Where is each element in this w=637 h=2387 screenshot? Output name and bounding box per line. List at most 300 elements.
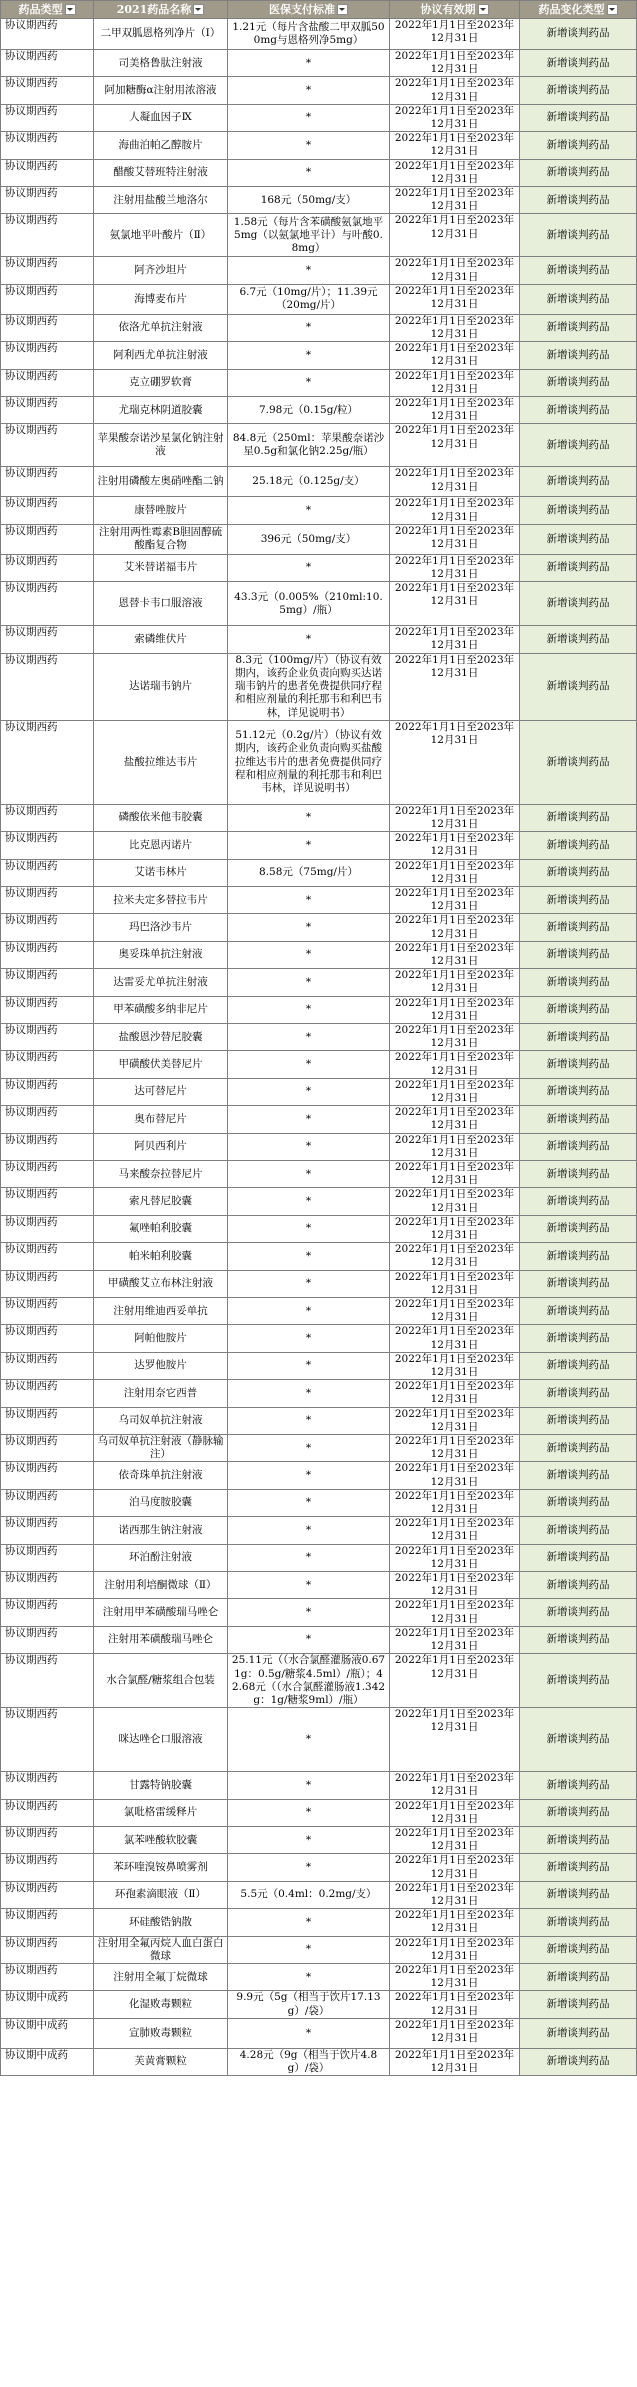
row-change-type[interactable]: 新增谈判药品 (520, 1654, 637, 1708)
row-validity-period[interactable]: 2022年1月1日至2023年12月31日 (390, 187, 520, 214)
row-category[interactable]: 协议期西药 (1, 1051, 94, 1078)
row-category[interactable]: 协议期西药 (1, 1708, 94, 1772)
row-change-type[interactable]: 新增谈判药品 (520, 1078, 637, 1105)
row-category[interactable]: 协议期西药 (1, 1489, 94, 1516)
row-category[interactable]: 协议期西药 (1, 1854, 94, 1881)
row-validity-period[interactable]: 2022年1月1日至2023年12月31日 (390, 1799, 520, 1826)
row-validity-period[interactable]: 2022年1月1日至2023年12月31日 (390, 1023, 520, 1050)
row-change-type[interactable]: 新增谈判药品 (520, 2048, 637, 2075)
row-change-type[interactable]: 新增谈判药品 (520, 1572, 637, 1599)
row-change-type[interactable]: 新增谈判药品 (520, 1489, 637, 1516)
row-validity-period[interactable]: 2022年1月1日至2023年12月31日 (390, 1881, 520, 1908)
row-category[interactable]: 协议期西药 (1, 859, 94, 886)
row-change-type[interactable]: 新增谈判药品 (520, 50, 637, 77)
row-payment-standard[interactable]: * (228, 1243, 390, 1270)
filter-dropdown-icon[interactable] (607, 4, 618, 15)
row-drug-name[interactable]: 氯苯唑酸软胶囊 (94, 1826, 228, 1853)
row-payment-standard[interactable]: * (228, 1936, 390, 1963)
row-drug-name[interactable]: 水合氯醛/糖浆组合包装 (94, 1654, 228, 1708)
row-drug-name[interactable]: 注射用两性霉素B胆固醇硫酸酯复合物 (94, 524, 228, 554)
row-validity-period[interactable]: 2022年1月1日至2023年12月31日 (390, 941, 520, 968)
row-drug-name[interactable]: 注射用维迪西妥单抗 (94, 1298, 228, 1325)
row-change-type[interactable]: 新增谈判药品 (520, 524, 637, 554)
row-drug-name[interactable]: 克立硼罗软膏 (94, 369, 228, 396)
row-payment-standard[interactable]: * (228, 314, 390, 341)
row-category[interactable]: 协议期西药 (1, 1023, 94, 1050)
row-validity-period[interactable]: 2022年1月1日至2023年12月31日 (390, 1963, 520, 1990)
row-drug-name[interactable]: 氯吡格雷缓释片 (94, 1799, 228, 1826)
row-change-type[interactable]: 新增谈判药品 (520, 284, 637, 314)
row-category[interactable]: 协议期西药 (1, 969, 94, 996)
row-change-type[interactable]: 新增谈判药品 (520, 1799, 637, 1826)
row-change-type[interactable]: 新增谈判药品 (520, 1243, 637, 1270)
row-validity-period[interactable]: 2022年1月1日至2023年12月31日 (390, 1599, 520, 1626)
row-payment-standard[interactable]: 9.9元（5g（相当于饮片17.13g）/袋） (228, 1991, 390, 2018)
row-validity-period[interactable]: 2022年1月1日至2023年12月31日 (390, 1435, 520, 1462)
row-payment-standard[interactable]: 396元（50mg/支） (228, 524, 390, 554)
row-payment-standard[interactable]: 168元（50mg/支） (228, 187, 390, 214)
row-drug-name[interactable]: 乌司奴单抗注射液 (94, 1407, 228, 1434)
row-category[interactable]: 协议期西药 (1, 653, 94, 720)
row-payment-standard[interactable]: * (228, 1435, 390, 1462)
row-payment-standard[interactable]: * (228, 497, 390, 524)
row-category[interactable]: 协议期西药 (1, 1352, 94, 1379)
row-drug-name[interactable]: 达可替尼片 (94, 1078, 228, 1105)
row-category[interactable]: 协议期西药 (1, 1599, 94, 1626)
row-category[interactable]: 协议期西药 (1, 1215, 94, 1242)
row-drug-name[interactable]: 恩替卡韦口服溶液 (94, 582, 228, 626)
row-change-type[interactable]: 新增谈判药品 (520, 132, 637, 159)
row-category[interactable]: 协议期西药 (1, 914, 94, 941)
row-drug-name[interactable]: 依洛尤单抗注射液 (94, 314, 228, 341)
row-validity-period[interactable]: 2022年1月1日至2023年12月31日 (390, 1572, 520, 1599)
row-category[interactable]: 协议期西药 (1, 1517, 94, 1544)
row-category[interactable]: 协议期西药 (1, 720, 94, 804)
row-drug-name[interactable]: 马来酸奈拉替尼片 (94, 1160, 228, 1187)
row-change-type[interactable]: 新增谈判药品 (520, 1936, 637, 1963)
header-payment[interactable] (228, 1, 390, 19)
row-change-type[interactable]: 新增谈判药品 (520, 886, 637, 913)
row-change-type[interactable]: 新增谈判药品 (520, 369, 637, 396)
row-change-type[interactable]: 新增谈判药品 (520, 77, 637, 104)
row-category[interactable]: 协议期西药 (1, 1380, 94, 1407)
row-payment-standard[interactable]: * (228, 1544, 390, 1571)
row-payment-standard[interactable]: * (228, 1325, 390, 1352)
row-drug-name[interactable]: 玛巴洛沙韦片 (94, 914, 228, 941)
row-payment-standard[interactable]: * (228, 1799, 390, 1826)
row-category[interactable]: 协议期西药 (1, 257, 94, 284)
row-drug-name[interactable]: 达罗他胺片 (94, 1352, 228, 1379)
row-drug-name[interactable]: 尤瑞克林阴道胶囊 (94, 397, 228, 424)
row-validity-period[interactable]: 2022年1月1日至2023年12月31日 (390, 1051, 520, 1078)
row-payment-standard[interactable]: 7.98元（0.15g/粒） (228, 397, 390, 424)
row-drug-name[interactable]: 阿帕他胺片 (94, 1325, 228, 1352)
row-payment-standard[interactable]: * (228, 1489, 390, 1516)
row-validity-period[interactable]: 2022年1月1日至2023年12月31日 (390, 1489, 520, 1516)
row-category[interactable]: 协议期西药 (1, 1654, 94, 1708)
row-category[interactable]: 协议期西药 (1, 1626, 94, 1653)
row-drug-name[interactable]: 康替唑胺片 (94, 497, 228, 524)
row-payment-standard[interactable]: * (228, 554, 390, 581)
row-validity-period[interactable]: 2022年1月1日至2023年12月31日 (390, 19, 520, 50)
row-drug-name[interactable]: 依奇珠单抗注射液 (94, 1462, 228, 1489)
row-validity-period[interactable]: 2022年1月1日至2023年12月31日 (390, 132, 520, 159)
row-category[interactable]: 协议期西药 (1, 524, 94, 554)
row-category[interactable]: 协议期西药 (1, 467, 94, 497)
row-change-type[interactable]: 新增谈判药品 (520, 1462, 637, 1489)
row-category[interactable]: 协议期西药 (1, 214, 94, 257)
row-category[interactable]: 协议期西药 (1, 1133, 94, 1160)
row-category[interactable]: 协议期西药 (1, 19, 94, 50)
row-change-type[interactable]: 新增谈判药品 (520, 214, 637, 257)
row-category[interactable]: 协议期西药 (1, 497, 94, 524)
row-payment-standard[interactable]: * (228, 914, 390, 941)
row-payment-standard[interactable]: * (228, 1963, 390, 1990)
row-validity-period[interactable]: 2022年1月1日至2023年12月31日 (390, 1517, 520, 1544)
row-validity-period[interactable]: 2022年1月1日至2023年12月31日 (390, 342, 520, 369)
row-payment-standard[interactable]: * (228, 1626, 390, 1653)
row-payment-standard[interactable]: 5.5元（0.4ml：0.2mg/支） (228, 1881, 390, 1908)
row-validity-period[interactable]: 2022年1月1日至2023年12月31日 (390, 284, 520, 314)
row-validity-period[interactable]: 2022年1月1日至2023年12月31日 (390, 1325, 520, 1352)
row-category[interactable]: 协议期西药 (1, 832, 94, 859)
row-category[interactable]: 协议期西药 (1, 1188, 94, 1215)
row-drug-name[interactable]: 甲磺酸艾立布林注射液 (94, 1270, 228, 1297)
filter-dropdown-icon[interactable] (193, 4, 204, 15)
row-change-type[interactable]: 新增谈判药品 (520, 1188, 637, 1215)
row-drug-name[interactable]: 化湿败毒颗粒 (94, 1991, 228, 2018)
row-payment-standard[interactable]: * (228, 1133, 390, 1160)
row-drug-name[interactable]: 注射用全氟丁烷微球 (94, 1963, 228, 1990)
row-payment-standard[interactable]: * (228, 1572, 390, 1599)
row-category[interactable]: 协议期西药 (1, 1963, 94, 1990)
row-drug-name[interactable]: 阿利西尤单抗注射液 (94, 342, 228, 369)
row-validity-period[interactable]: 2022年1月1日至2023年12月31日 (390, 50, 520, 77)
row-change-type[interactable]: 新增谈判药品 (520, 1133, 637, 1160)
row-category[interactable]: 协议期西药 (1, 1160, 94, 1187)
row-change-type[interactable]: 新增谈判药品 (520, 969, 637, 996)
row-validity-period[interactable]: 2022年1月1日至2023年12月31日 (390, 554, 520, 581)
row-validity-period[interactable]: 2022年1月1日至2023年12月31日 (390, 886, 520, 913)
row-drug-name[interactable]: 海曲泊帕乙醇胺片 (94, 132, 228, 159)
row-category[interactable]: 协议期西药 (1, 397, 94, 424)
row-payment-standard[interactable]: * (228, 1854, 390, 1881)
row-change-type[interactable]: 新增谈判药品 (520, 1626, 637, 1653)
row-validity-period[interactable]: 2022年1月1日至2023年12月31日 (390, 524, 520, 554)
row-category[interactable]: 协议期西药 (1, 554, 94, 581)
row-payment-standard[interactable]: * (228, 1051, 390, 1078)
filter-dropdown-icon[interactable] (65, 4, 76, 15)
row-drug-name[interactable]: 磷酸依米他韦胶囊 (94, 804, 228, 831)
row-drug-name[interactable]: 咪达唑仑口服溶液 (94, 1708, 228, 1772)
row-change-type[interactable]: 新增谈判药品 (520, 804, 637, 831)
row-validity-period[interactable]: 2022年1月1日至2023年12月31日 (390, 582, 520, 626)
row-validity-period[interactable]: 2022年1月1日至2023年12月31日 (390, 2018, 520, 2048)
row-payment-standard[interactable]: * (228, 342, 390, 369)
row-change-type[interactable]: 新增谈判药品 (520, 1963, 637, 1990)
header-name[interactable] (94, 1, 228, 19)
row-category[interactable]: 协议期西药 (1, 132, 94, 159)
row-category[interactable]: 协议期西药 (1, 104, 94, 131)
row-drug-name[interactable]: 索磷维伏片 (94, 626, 228, 653)
row-change-type[interactable]: 新增谈判药品 (520, 1854, 637, 1881)
row-change-type[interactable]: 新增谈判药品 (520, 2018, 637, 2048)
row-category[interactable]: 协议期西药 (1, 187, 94, 214)
row-validity-period[interactable]: 2022年1月1日至2023年12月31日 (390, 1160, 520, 1187)
row-validity-period[interactable]: 2022年1月1日至2023年12月31日 (390, 1352, 520, 1379)
row-validity-period[interactable]: 2022年1月1日至2023年12月31日 (390, 804, 520, 831)
row-category[interactable]: 协议期西药 (1, 996, 94, 1023)
row-category[interactable]: 协议期西药 (1, 342, 94, 369)
row-payment-standard[interactable]: 4.28元（9g（相当于饮片4.8g）/袋） (228, 2048, 390, 2075)
row-drug-name[interactable]: 甘露特钠胶囊 (94, 1772, 228, 1799)
row-change-type[interactable]: 新增谈判药品 (520, 19, 637, 50)
row-payment-standard[interactable]: * (228, 159, 390, 186)
row-validity-period[interactable]: 2022年1月1日至2023年12月31日 (390, 257, 520, 284)
row-payment-standard[interactable]: 8.3元（100mg/片）（协议有效期内，该药企业负责向购买达诺瑞韦钠片的患者免费提供同疗程和相应剂量的利托那韦和利巴韦林，详见说明书） (228, 653, 390, 720)
row-change-type[interactable]: 新增谈判药品 (520, 342, 637, 369)
row-change-type[interactable]: 新增谈判药品 (520, 159, 637, 186)
row-drug-name[interactable]: 索凡替尼胶囊 (94, 1188, 228, 1215)
row-drug-name[interactable]: 乌司奴单抗注射液（静脉输注） (94, 1435, 228, 1462)
row-change-type[interactable]: 新增谈判药品 (520, 1544, 637, 1571)
row-payment-standard[interactable]: * (228, 1215, 390, 1242)
row-category[interactable]: 协议期西药 (1, 1772, 94, 1799)
row-payment-standard[interactable]: * (228, 832, 390, 859)
row-validity-period[interactable]: 2022年1月1日至2023年12月31日 (390, 1936, 520, 1963)
row-payment-standard[interactable]: 43.3元（0.005%（210ml:10.5mg）/瓶） (228, 582, 390, 626)
row-validity-period[interactable]: 2022年1月1日至2023年12月31日 (390, 497, 520, 524)
row-drug-name[interactable]: 注射用甲苯磺酸瑞马唑仑 (94, 1599, 228, 1626)
row-validity-period[interactable]: 2022年1月1日至2023年12月31日 (390, 1909, 520, 1936)
row-payment-standard[interactable]: * (228, 804, 390, 831)
row-payment-standard[interactable]: 84.8元（250ml：苹果酸奈诺沙星0.5g和氯化钠2.25g/瓶） (228, 424, 390, 467)
row-validity-period[interactable]: 2022年1月1日至2023年12月31日 (390, 159, 520, 186)
row-payment-standard[interactable]: 25.11元（（水合氯醛灌肠液0.671g：0.5g/糖浆4.5ml）/瓶）；42.68元（（水合氯醛灌肠液1.342g：1g/糖浆9ml）/瓶） (228, 1654, 390, 1708)
row-change-type[interactable]: 新增谈判药品 (520, 424, 637, 467)
row-change-type[interactable]: 新增谈判药品 (520, 832, 637, 859)
row-change-type[interactable]: 新增谈判药品 (520, 1881, 637, 1908)
row-validity-period[interactable]: 2022年1月1日至2023年12月31日 (390, 1270, 520, 1297)
row-validity-period[interactable]: 2022年1月1日至2023年12月31日 (390, 1626, 520, 1653)
row-category[interactable]: 协议期西药 (1, 50, 94, 77)
row-category[interactable]: 协议期西药 (1, 1106, 94, 1133)
row-change-type[interactable]: 新增谈判药品 (520, 187, 637, 214)
row-category[interactable]: 协议期西药 (1, 1078, 94, 1105)
row-payment-standard[interactable]: * (228, 132, 390, 159)
row-payment-standard[interactable]: * (228, 1078, 390, 1105)
row-category[interactable]: 协议期西药 (1, 1435, 94, 1462)
row-category[interactable]: 协议期西药 (1, 941, 94, 968)
row-drug-name[interactable]: 苹果酸奈诺沙星氯化钠注射液 (94, 424, 228, 467)
row-change-type[interactable]: 新增谈判药品 (520, 554, 637, 581)
row-category[interactable]: 协议期西药 (1, 1407, 94, 1434)
row-category[interactable]: 协议期西药 (1, 284, 94, 314)
row-drug-name[interactable]: 注射用盐酸兰地洛尔 (94, 187, 228, 214)
row-validity-period[interactable]: 2022年1月1日至2023年12月31日 (390, 1854, 520, 1881)
row-validity-period[interactable]: 2022年1月1日至2023年12月31日 (390, 1078, 520, 1105)
row-validity-period[interactable]: 2022年1月1日至2023年12月31日 (390, 1106, 520, 1133)
header-change[interactable] (520, 1, 637, 19)
row-drug-name[interactable]: 拉米夫定多替拉韦片 (94, 886, 228, 913)
row-validity-period[interactable]: 2022年1月1日至2023年12月31日 (390, 1826, 520, 1853)
row-validity-period[interactable]: 2022年1月1日至2023年12月31日 (390, 1298, 520, 1325)
row-validity-period[interactable]: 2022年1月1日至2023年12月31日 (390, 397, 520, 424)
row-validity-period[interactable]: 2022年1月1日至2023年12月31日 (390, 2048, 520, 2075)
row-change-type[interactable]: 新增谈判药品 (520, 257, 637, 284)
row-drug-name[interactable]: 环硅酸锆钠散 (94, 1909, 228, 1936)
row-validity-period[interactable]: 2022年1月1日至2023年12月31日 (390, 467, 520, 497)
row-drug-name[interactable]: 甲磺酸伏美替尼片 (94, 1051, 228, 1078)
row-category[interactable]: 协议期西药 (1, 626, 94, 653)
row-payment-standard[interactable]: * (228, 1380, 390, 1407)
row-validity-period[interactable]: 2022年1月1日至2023年12月31日 (390, 214, 520, 257)
row-drug-name[interactable]: 达诺瑞韦钠片 (94, 653, 228, 720)
header-period[interactable] (390, 1, 520, 19)
row-category[interactable]: 协议期西药 (1, 1881, 94, 1908)
row-payment-standard[interactable]: * (228, 1106, 390, 1133)
row-change-type[interactable]: 新增谈判药品 (520, 1380, 637, 1407)
row-drug-name[interactable]: 二甲双胍恩格列净片（Ⅰ） (94, 19, 228, 50)
row-change-type[interactable]: 新增谈判药品 (520, 1023, 637, 1050)
row-change-type[interactable]: 新增谈判药品 (520, 1991, 637, 2018)
row-drug-name[interactable]: 盐酸恩沙替尼胶囊 (94, 1023, 228, 1050)
row-category[interactable]: 协议期西药 (1, 804, 94, 831)
row-drug-name[interactable]: 注射用全氟丙烷人血白蛋白微球 (94, 1936, 228, 1963)
row-category[interactable]: 协议期中成药 (1, 2048, 94, 2075)
row-category[interactable]: 协议期西药 (1, 369, 94, 396)
filter-dropdown-icon[interactable] (478, 4, 489, 15)
row-payment-standard[interactable]: 6.7元（10mg/片）；11.39元（20mg/片） (228, 284, 390, 314)
row-validity-period[interactable]: 2022年1月1日至2023年12月31日 (390, 1654, 520, 1708)
row-payment-standard[interactable]: * (228, 369, 390, 396)
row-drug-name[interactable]: 比克恩丙诺片 (94, 832, 228, 859)
row-drug-name[interactable]: 阿加糖酶α注射用浓溶液 (94, 77, 228, 104)
row-change-type[interactable]: 新增谈判药品 (520, 941, 637, 968)
row-validity-period[interactable]: 2022年1月1日至2023年12月31日 (390, 653, 520, 720)
row-category[interactable]: 协议期西药 (1, 1544, 94, 1571)
row-category[interactable]: 协议期西药 (1, 1826, 94, 1853)
row-validity-period[interactable]: 2022年1月1日至2023年12月31日 (390, 424, 520, 467)
row-change-type[interactable]: 新增谈判药品 (520, 720, 637, 804)
filter-dropdown-icon[interactable] (337, 4, 348, 15)
row-drug-name[interactable]: 海博麦布片 (94, 284, 228, 314)
row-validity-period[interactable]: 2022年1月1日至2023年12月31日 (390, 1407, 520, 1434)
row-drug-name[interactable]: 注射用磷酸左奥硝唑酯二钠 (94, 467, 228, 497)
row-payment-standard[interactable]: * (228, 1023, 390, 1050)
row-drug-name[interactable]: 艾诺韦林片 (94, 859, 228, 886)
row-validity-period[interactable]: 2022年1月1日至2023年12月31日 (390, 314, 520, 341)
row-change-type[interactable]: 新增谈判药品 (520, 1325, 637, 1352)
row-payment-standard[interactable]: * (228, 1298, 390, 1325)
row-drug-name[interactable]: 阿齐沙坦片 (94, 257, 228, 284)
row-validity-period[interactable]: 2022年1月1日至2023年12月31日 (390, 996, 520, 1023)
row-validity-period[interactable]: 2022年1月1日至2023年12月31日 (390, 1243, 520, 1270)
row-drug-name[interactable]: 注射用奈它西普 (94, 1380, 228, 1407)
row-category[interactable]: 协议期西药 (1, 1936, 94, 1963)
row-change-type[interactable]: 新增谈判药品 (520, 582, 637, 626)
row-validity-period[interactable]: 2022年1月1日至2023年12月31日 (390, 1188, 520, 1215)
row-payment-standard[interactable]: 1.58元（每片含苯磺酸氨氯地平5mg（以氨氯地平计）与叶酸0.8mg） (228, 214, 390, 257)
row-drug-name[interactable]: 盐酸拉维达韦片 (94, 720, 228, 804)
row-validity-period[interactable]: 2022年1月1日至2023年12月31日 (390, 720, 520, 804)
row-change-type[interactable]: 新增谈判药品 (520, 1517, 637, 1544)
row-validity-period[interactable]: 2022年1月1日至2023年12月31日 (390, 1380, 520, 1407)
row-category[interactable]: 协议期中成药 (1, 2018, 94, 2048)
row-change-type[interactable]: 新增谈判药品 (520, 626, 637, 653)
row-validity-period[interactable]: 2022年1月1日至2023年12月31日 (390, 832, 520, 859)
row-change-type[interactable]: 新增谈判药品 (520, 1215, 637, 1242)
row-payment-standard[interactable]: * (228, 1909, 390, 1936)
row-drug-name[interactable]: 环孢素滴眼液（Ⅱ） (94, 1881, 228, 1908)
row-category[interactable]: 协议期西药 (1, 886, 94, 913)
row-category[interactable]: 协议期西药 (1, 424, 94, 467)
row-drug-name[interactable]: 苯环喹溴铵鼻喷雾剂 (94, 1854, 228, 1881)
row-drug-name[interactable]: 氨氯地平叶酸片（Ⅱ） (94, 214, 228, 257)
row-validity-period[interactable]: 2022年1月1日至2023年12月31日 (390, 77, 520, 104)
row-payment-standard[interactable]: * (228, 1352, 390, 1379)
row-payment-standard[interactable]: * (228, 50, 390, 77)
row-payment-standard[interactable]: * (228, 1517, 390, 1544)
row-validity-period[interactable]: 2022年1月1日至2023年12月31日 (390, 969, 520, 996)
row-payment-standard[interactable]: 8.58元（75mg/片） (228, 859, 390, 886)
row-drug-name[interactable]: 诺西那生钠注射液 (94, 1517, 228, 1544)
row-payment-standard[interactable]: * (228, 941, 390, 968)
row-payment-standard[interactable]: * (228, 1599, 390, 1626)
row-payment-standard[interactable]: 51.12元（0.2g/片）（协议有效期内，该药企业负责向购买盐酸拉维达韦片的患者免费提供同疗程和相应剂量的利托那韦和利巴韦林，详见说明书） (228, 720, 390, 804)
row-drug-name[interactable]: 注射用利培酮微球（Ⅱ） (94, 1572, 228, 1599)
row-drug-name[interactable]: 司美格鲁肽注射液 (94, 50, 228, 77)
row-category[interactable]: 协议期西药 (1, 314, 94, 341)
row-payment-standard[interactable]: * (228, 1826, 390, 1853)
row-category[interactable]: 协议期西药 (1, 1298, 94, 1325)
row-drug-name[interactable]: 宣肺败毒颗粒 (94, 2018, 228, 2048)
row-payment-standard[interactable]: * (228, 257, 390, 284)
row-payment-standard[interactable]: * (228, 1462, 390, 1489)
row-category[interactable]: 协议期西药 (1, 77, 94, 104)
row-payment-standard[interactable]: * (228, 1188, 390, 1215)
row-drug-name[interactable]: 奥布替尼片 (94, 1106, 228, 1133)
row-change-type[interactable]: 新增谈判药品 (520, 497, 637, 524)
row-payment-standard[interactable]: * (228, 969, 390, 996)
row-change-type[interactable]: 新增谈判药品 (520, 859, 637, 886)
row-change-type[interactable]: 新增谈判药品 (520, 1270, 637, 1297)
row-category[interactable]: 协议期西药 (1, 1909, 94, 1936)
row-drug-name[interactable]: 甲苯磺酸多纳非尼片 (94, 996, 228, 1023)
row-validity-period[interactable]: 2022年1月1日至2023年12月31日 (390, 859, 520, 886)
row-validity-period[interactable]: 2022年1月1日至2023年12月31日 (390, 1133, 520, 1160)
row-change-type[interactable]: 新增谈判药品 (520, 1352, 637, 1379)
row-change-type[interactable]: 新增谈判药品 (520, 314, 637, 341)
row-change-type[interactable]: 新增谈判药品 (520, 467, 637, 497)
row-drug-name[interactable]: 环泊酚注射液 (94, 1544, 228, 1571)
row-validity-period[interactable]: 2022年1月1日至2023年12月31日 (390, 104, 520, 131)
header-category[interactable] (1, 1, 94, 19)
row-payment-standard[interactable]: 25.18元（0.125g/支） (228, 467, 390, 497)
row-change-type[interactable]: 新增谈判药品 (520, 1435, 637, 1462)
row-drug-name[interactable]: 注射用苯磺酸瑞马唑仑 (94, 1626, 228, 1653)
row-validity-period[interactable]: 2022年1月1日至2023年12月31日 (390, 1215, 520, 1242)
row-category[interactable]: 协议期西药 (1, 1270, 94, 1297)
row-payment-standard[interactable]: * (228, 1160, 390, 1187)
row-change-type[interactable]: 新增谈判药品 (520, 653, 637, 720)
row-drug-name[interactable]: 达雷妥尤单抗注射液 (94, 969, 228, 996)
row-category[interactable]: 协议期西药 (1, 1799, 94, 1826)
row-drug-name[interactable]: 艾米替诺福韦片 (94, 554, 228, 581)
row-payment-standard[interactable]: * (228, 626, 390, 653)
row-payment-standard[interactable]: * (228, 1270, 390, 1297)
row-change-type[interactable]: 新增谈判药品 (520, 1160, 637, 1187)
